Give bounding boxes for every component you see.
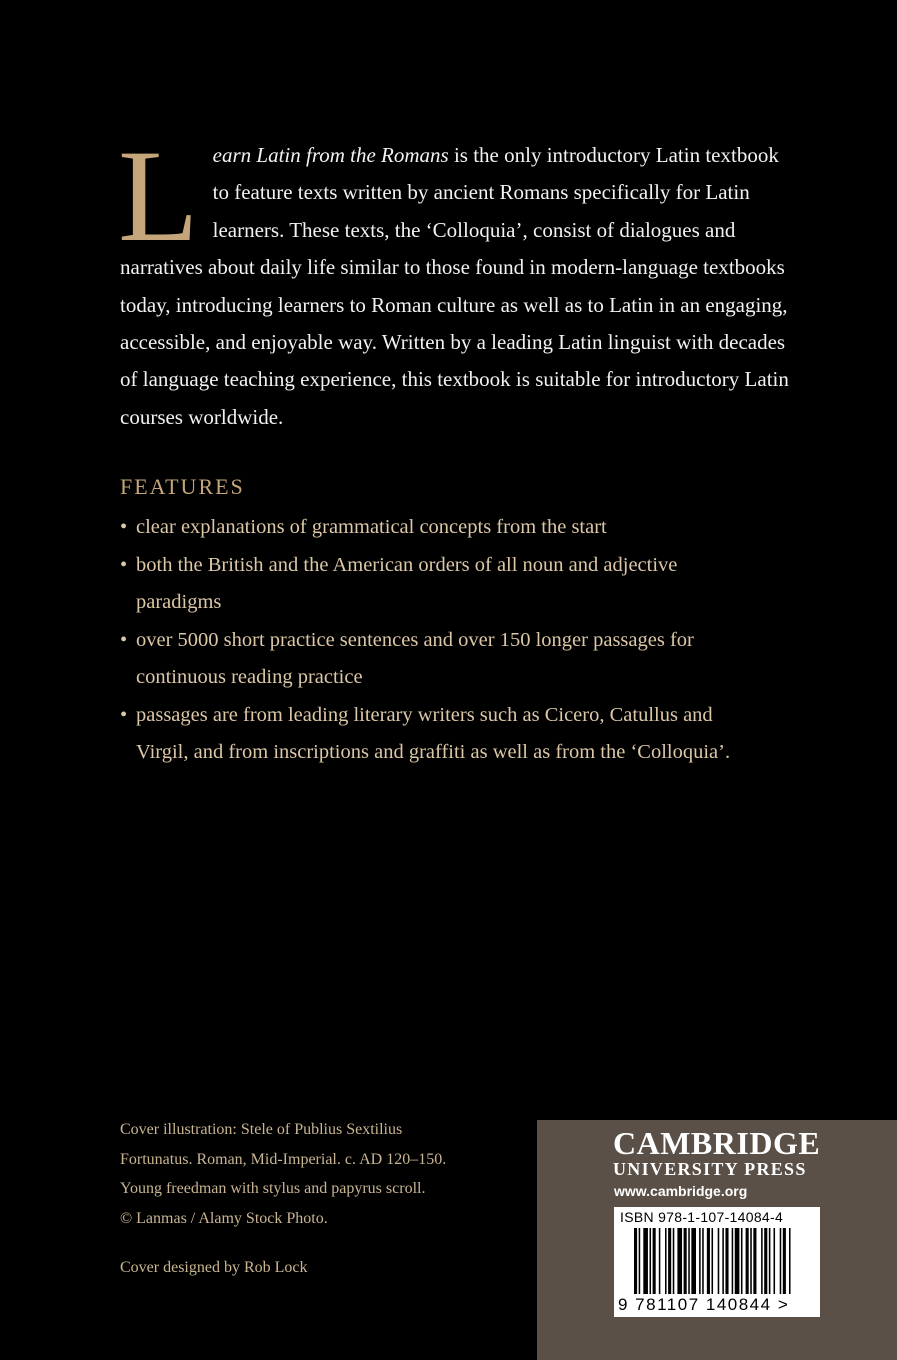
barcode-bar	[634, 1228, 637, 1294]
barcode-bar	[750, 1228, 752, 1294]
barcode-bar	[741, 1228, 743, 1294]
barcode-digits: 9 781107 140844 >	[618, 1295, 790, 1314]
publisher-subtitle: UNIVERSITY PRESS	[613, 1159, 807, 1179]
publisher-website: www.cambridge.org	[614, 1183, 748, 1199]
barcode-bar	[732, 1228, 734, 1294]
barcode-bar	[789, 1228, 791, 1294]
feature-text: passages are from leading literary writers such as Cicero, Catullus and Virgil, and from inscriptions and graffiti as well as from the ‘Colloquia’.	[136, 703, 731, 763]
barcode-bar	[712, 1228, 714, 1294]
barcode-bar	[653, 1228, 656, 1294]
barcode-bar	[659, 1228, 661, 1294]
barcode-bar	[665, 1228, 667, 1294]
barcode-bar	[673, 1228, 675, 1294]
feature-text: clear explanations of grammatical concepts from the start	[136, 516, 607, 538]
feature-item	[120, 547, 760, 622]
barcode-bar	[691, 1228, 696, 1294]
barcode-bar	[746, 1228, 749, 1294]
book-title: earn Latin from the Romans	[212, 143, 449, 167]
barcode-bar	[769, 1228, 771, 1294]
credit-line: © Lanmas / Alamy Stock Photo.	[120, 1209, 328, 1227]
bullet-icon: •	[120, 628, 128, 651]
credit-line: Fortunatus. Roman, Mid-Imperial. c. AD 120–150.	[120, 1150, 447, 1168]
feature-text: over 5000 short practice sentences and over 150 longer passages for continuous reading practice	[136, 628, 694, 688]
features-list	[120, 509, 760, 772]
description-text: is the only introductory Latin textbook to feature texts written by ancient Romans specifically for Latin learners. These texts, the ‘Colloquia’, consist of dialogues and narratives about daily life similar to those found in modern-language textbooks today, introducing learners to Roman culture as well as to Latin in an engaging, accessible, and enjoyable way. Written by a leading Latin linguist with decades of language teaching experience, this textbook is suitable for introductory Latin courses worldwide.	[120, 143, 789, 429]
barcode-bar	[639, 1228, 641, 1294]
barcode-bar	[688, 1228, 690, 1294]
isbn-barcode	[614, 1207, 820, 1317]
barcode-bar	[707, 1228, 710, 1294]
bullet-icon: •	[120, 703, 128, 726]
barcode-bar	[764, 1228, 767, 1294]
publisher-logo: CAMBRIDGE	[613, 1125, 821, 1161]
barcode-bar	[650, 1228, 652, 1294]
drop-cap: L	[118, 122, 199, 269]
barcode-bar	[722, 1228, 724, 1294]
barcode-bar	[684, 1228, 687, 1294]
barcode-bar	[668, 1228, 671, 1294]
barcode-bar	[774, 1228, 776, 1294]
feature-item	[120, 509, 760, 547]
barcode-bar	[677, 1228, 682, 1294]
description-blurb	[118, 122, 790, 436]
isbn-label: ISBN 978-1-107-14084-4	[620, 1209, 784, 1225]
barcode-bar	[725, 1228, 728, 1294]
bullet-icon: •	[120, 516, 128, 538]
feature-item	[120, 622, 760, 697]
feature-item	[120, 697, 760, 772]
barcode-bar	[753, 1228, 756, 1294]
cover-illustration-credit	[120, 1115, 520, 1233]
cover-designer-credit: Cover designed by Rob Lock	[120, 1259, 308, 1276]
barcode-bar	[761, 1228, 763, 1294]
barcode-bar	[780, 1228, 782, 1294]
credit-line: Young freedman with stylus and papyrus scroll.	[120, 1180, 426, 1197]
credit-line: Cover illustration: Stele of Publius Sextilius	[120, 1121, 403, 1138]
barcode-bar	[643, 1228, 648, 1294]
barcode-bar	[702, 1228, 704, 1294]
feature-text: both the British and the American orders of all noun and adjective paradigms	[136, 553, 678, 613]
barcode-bar	[718, 1228, 720, 1294]
barcode-bar	[735, 1228, 740, 1294]
features-heading: FEATURES	[120, 474, 245, 499]
bullet-icon: •	[120, 553, 128, 576]
barcode-bar	[783, 1228, 786, 1294]
barcode-bar	[699, 1228, 701, 1294]
